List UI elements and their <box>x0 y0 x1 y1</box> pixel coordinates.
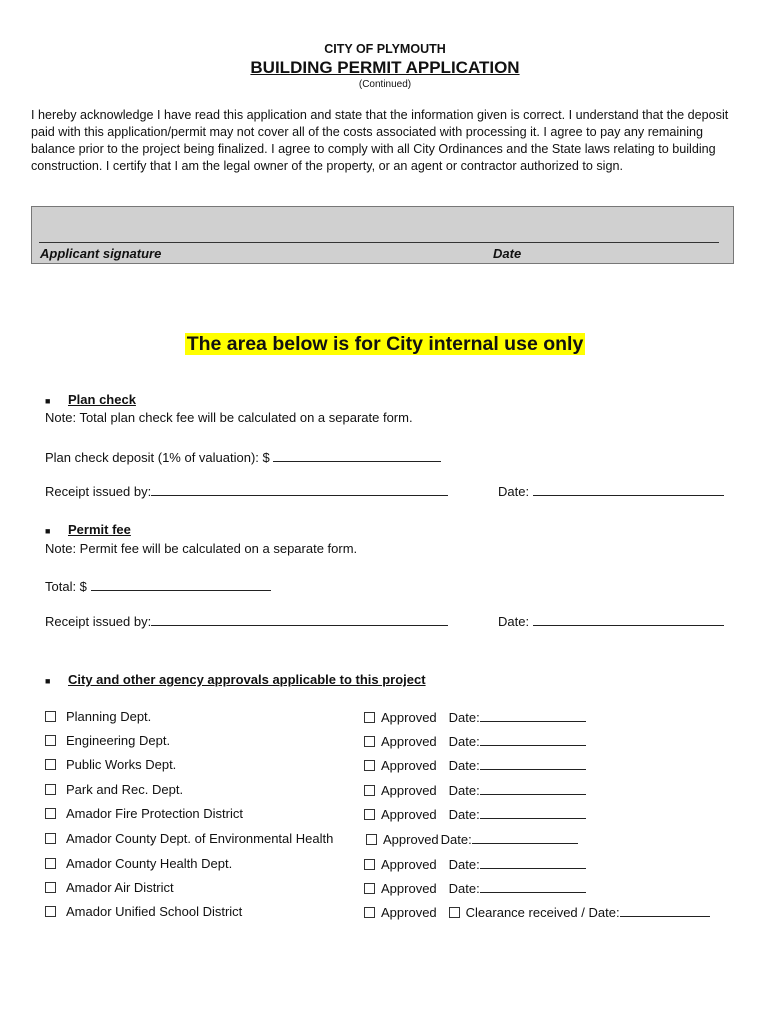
agency-row <box>45 831 333 846</box>
approved-label: Approved <box>381 881 437 896</box>
permit-fee-date-label: Date: <box>498 614 530 629</box>
approved-checkbox[interactable] <box>366 834 377 845</box>
plan-check-note: Note: Total plan check fee will be calculated on a separate form. <box>45 410 413 425</box>
approved-checkbox[interactable] <box>364 809 375 820</box>
approval-date-label: Date: <box>448 783 480 798</box>
permit-fee-date-row <box>498 613 724 629</box>
permit-fee-receipt-field[interactable] <box>151 613 448 626</box>
clearance-checkbox[interactable] <box>449 907 460 918</box>
agency-name: Park and Rec. Dept. <box>66 782 184 797</box>
permit-fee-note: Note: Permit fee will be calculated on a separate form. <box>45 541 358 556</box>
approval-date-field[interactable] <box>480 856 586 869</box>
approved-checkbox[interactable] <box>364 760 375 771</box>
approval-date-label: Date: <box>448 710 480 725</box>
agency-name: Amador Unified School District <box>66 904 243 919</box>
agency-approval <box>364 880 586 896</box>
plan-check-date-row <box>498 483 724 499</box>
plan-check-receipt-label: Receipt issued by: <box>45 484 152 499</box>
agency-name: Public Works Dept. <box>66 757 177 772</box>
agency-approval <box>366 831 578 847</box>
form-title: BUILDING PERMIT APPLICATION <box>250 58 520 77</box>
permit-fee-heading <box>45 522 131 537</box>
approval-date-label: Date: <box>448 734 480 749</box>
applicant-signature-label: Applicant signature <box>40 246 162 261</box>
agency-approval <box>364 757 586 773</box>
approval-date-label: Date: <box>448 758 480 773</box>
agency-name: Amador Fire Protection District <box>66 806 243 821</box>
approved-label: Approved <box>381 807 437 822</box>
agency-row <box>45 880 174 895</box>
approval-date-field[interactable] <box>472 831 578 844</box>
agency-approval <box>364 782 586 798</box>
agency-checkbox[interactable] <box>45 882 56 893</box>
agency-checkbox[interactable] <box>45 906 56 917</box>
agency-approval <box>364 806 586 822</box>
agency-row <box>45 733 170 748</box>
permit-fee-heading-text: Permit fee <box>68 522 131 537</box>
permit-fee-total-row <box>45 578 271 594</box>
approval-date-label: Date: <box>448 807 480 822</box>
square-bullet-icon: ■ <box>45 676 51 686</box>
plan-check-deposit-label: Plan check deposit (1% of valuation): $ <box>45 450 270 465</box>
approved-checkbox[interactable] <box>364 736 375 747</box>
approved-checkbox[interactable] <box>364 907 375 918</box>
agency-approval <box>364 709 586 725</box>
agency-checkbox[interactable] <box>45 808 56 819</box>
agency-checkbox[interactable] <box>45 711 56 722</box>
agency-name: Amador County Dept. of Environmental Health <box>66 831 334 846</box>
plan-check-deposit-field[interactable] <box>273 449 441 462</box>
approval-date-field[interactable] <box>480 806 586 819</box>
agency-checkbox[interactable] <box>45 833 56 844</box>
approved-checkbox[interactable] <box>364 883 375 894</box>
approved-checkbox[interactable] <box>364 859 375 870</box>
approved-label: Approved <box>381 758 437 773</box>
agency-row <box>45 782 183 797</box>
approval-date-field[interactable] <box>480 733 586 746</box>
approved-checkbox[interactable] <box>364 712 375 723</box>
permit-fee-total-field[interactable] <box>91 578 271 591</box>
agency-row <box>45 709 151 724</box>
signature-date-label: Date <box>493 246 522 261</box>
approved-label: Approved <box>381 734 437 749</box>
approval-date-field[interactable] <box>480 757 586 770</box>
city-name: CITY OF PLYMOUTH <box>324 42 446 56</box>
permit-fee-date-field[interactable] <box>533 613 724 626</box>
agency-approval <box>364 904 710 920</box>
agency-name: Amador Air District <box>66 880 174 895</box>
approvals-heading <box>45 672 426 687</box>
agency-row <box>45 806 243 821</box>
approved-label: Approved <box>381 857 437 872</box>
approval-date-label: Date: <box>440 832 472 847</box>
approved-checkbox[interactable] <box>364 785 375 796</box>
acknowledgement-text: I hereby acknowledge I have read this application and state that the information given is correct. I understand that the deposit paid with this application/permit may not cover all of the costs associated with processing it. I agree to pay any remaining balance prior to the project being finalized. I agree to comply with all City Ordinances and the State laws relating to building construction. I certify that I am the legal owner of the property, or an agent or contractor authorized to sign. <box>31 108 729 173</box>
agency-checkbox[interactable] <box>45 759 56 770</box>
signature-box[interactable] <box>31 206 734 264</box>
square-bullet-icon: ■ <box>45 526 51 536</box>
square-bullet-icon: ■ <box>45 396 51 406</box>
agency-checkbox[interactable] <box>45 735 56 746</box>
plan-check-heading-text: Plan check <box>68 392 136 407</box>
approvals-heading-text: City and other agency approvals applicable to this project <box>68 672 426 687</box>
approved-label: Approved <box>383 832 439 847</box>
permit-fee-receipt-row <box>45 613 448 629</box>
agency-row <box>45 904 242 919</box>
agency-row <box>45 856 232 871</box>
plan-check-date-label: Date: <box>498 484 530 499</box>
agency-checkbox[interactable] <box>45 858 56 869</box>
agency-name: Planning Dept. <box>66 709 152 724</box>
clearance-date-field[interactable] <box>620 904 710 917</box>
approval-date-label: Date: <box>448 857 480 872</box>
plan-check-date-field[interactable] <box>533 483 724 496</box>
plan-check-deposit-row <box>45 449 441 465</box>
permit-fee-total-label: Total: $ <box>45 579 87 594</box>
approved-label: Approved <box>381 710 437 725</box>
approval-date-field[interactable] <box>480 709 586 722</box>
form-subtitle: (Continued) <box>358 79 412 90</box>
signature-line <box>39 242 719 243</box>
approval-date-field[interactable] <box>480 782 586 795</box>
approved-label: Approved <box>381 783 437 798</box>
agency-approval <box>364 856 586 872</box>
internal-use-text: The area below is for City internal use only <box>186 333 584 355</box>
plan-check-receipt-row <box>45 483 448 499</box>
agency-checkbox[interactable] <box>45 784 56 795</box>
agency-name: Engineering Dept. <box>66 733 171 748</box>
plan-check-heading <box>45 392 136 407</box>
clearance-label: Clearance received / Date: <box>465 905 620 920</box>
agency-approval <box>364 733 586 749</box>
permit-fee-receipt-label: Receipt issued by: <box>45 614 152 629</box>
approved-label: Approved <box>381 905 437 920</box>
plan-check-receipt-field[interactable] <box>151 483 448 496</box>
agency-row <box>45 757 176 772</box>
approval-date-label: Date: <box>448 881 480 896</box>
agency-name: Amador County Health Dept. <box>66 856 233 871</box>
approval-date-field[interactable] <box>480 880 586 893</box>
internal-use-notice <box>0 333 770 356</box>
